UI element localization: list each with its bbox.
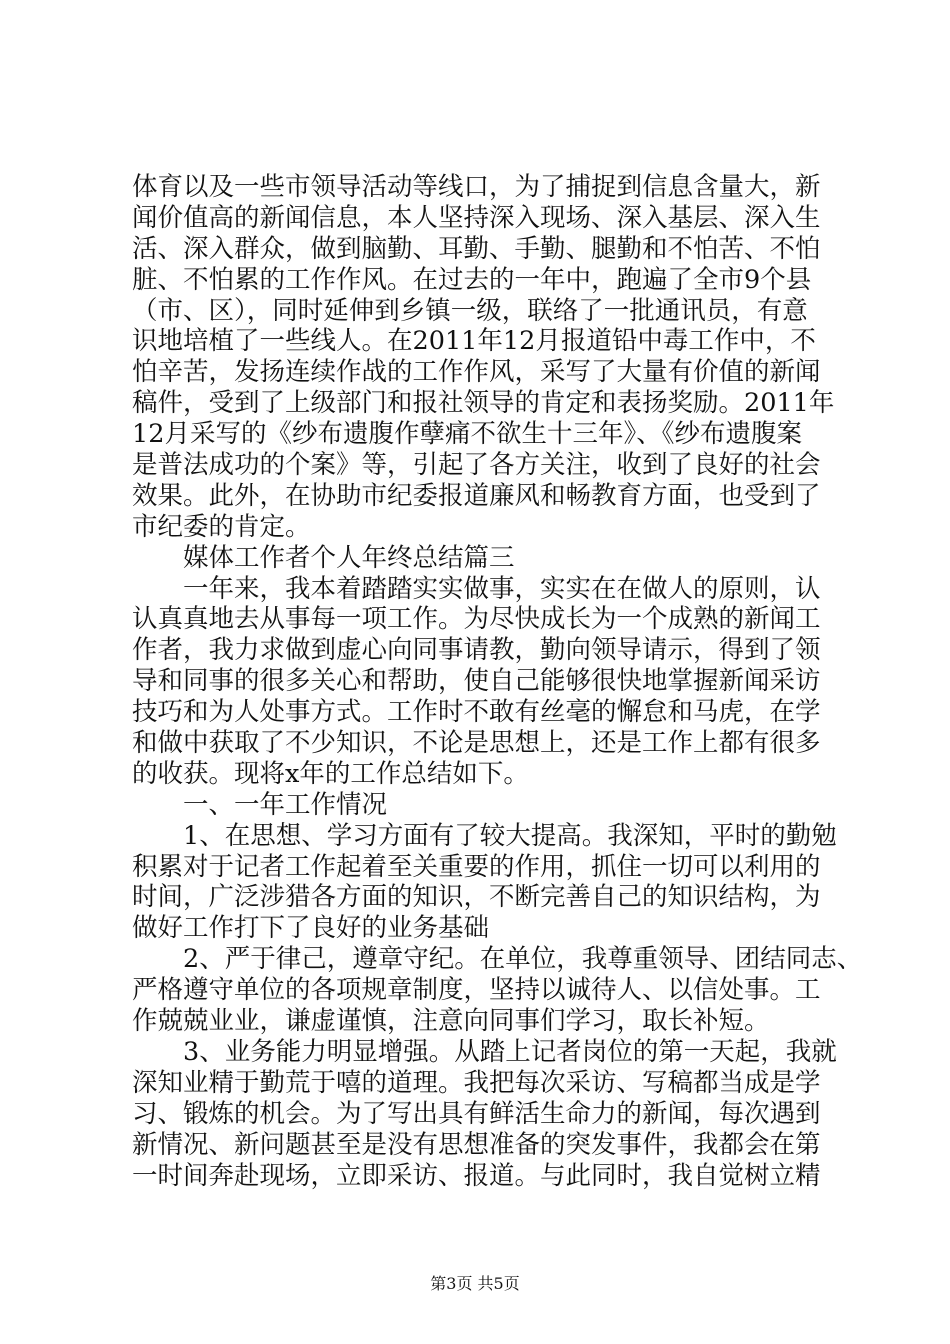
text-line: 一年来，我本着踏踏实实做事，实实在在做人的原则，认 bbox=[132, 573, 821, 604]
page-number-footer: 第3页 共5页 bbox=[430, 1274, 520, 1293]
text-line: 脏、不怕累的工作作风。在过去的一年中，跑遍了全市9个县 bbox=[132, 264, 812, 295]
text-line: 作者，我力求做到虚心向同事请教，勤向领导请示，得到了领 bbox=[132, 635, 821, 666]
text-line: 一时间奔赴现场，立即采访、报道。与此同时，我自觉树立精 bbox=[132, 1160, 821, 1191]
text-line: 技巧和为人处事方式。工作时不敢有丝毫的懈怠和马虎，在学 bbox=[132, 697, 821, 728]
text-line: （市、区），同时延伸到乡镇一级，联络了一批通讯员，有意 bbox=[132, 295, 808, 326]
text-line: 活、深入群众，做到脑勤、耳勤、手勤、腿勤和不怕苦、不怕 bbox=[132, 233, 821, 264]
text-line: 的收获。现将x年的工作总结如下。 bbox=[132, 758, 529, 789]
text-line: 时间，广泛涉猎各方面的知识，不断完善自己的知识结构，为 bbox=[132, 882, 821, 913]
text-line: 作兢兢业业，谦虚谨慎，注意向同事们学习，取长补短。 bbox=[132, 1006, 770, 1037]
text-line: 积累对于记者工作起着至关重要的作用，抓住一切可以利用的 bbox=[132, 851, 821, 882]
text-line: 体育以及一些市领导活动等线口，为了捕捉到信息含量大，新 bbox=[132, 172, 821, 202]
text-line: 12月采写的《纱布遗腹作孽痛不欲生十三年》、《纱布遗腹案 bbox=[132, 419, 802, 450]
text-line: 怕辛苦，发扬连续作战的工作作风，采写了大量有价值的新闻 bbox=[132, 357, 821, 388]
section-heading: 媒体工作者个人年终总结篇三 bbox=[132, 542, 515, 573]
text-line: 2、严于律己，遵章守纪。在单位，我尊重领导、团结同志、 bbox=[132, 944, 863, 975]
subsection-heading: 一、一年工作情况 bbox=[132, 789, 388, 820]
text-line: 导和同事的很多关心和帮助，使自己能够很快地掌握新闻采访 bbox=[132, 666, 821, 697]
text-line: 和做中获取了不少知识，不论是思想上，还是工作上都有很多 bbox=[132, 728, 821, 759]
text-line: 是普法成功的个案》等，引起了各方关注，收到了良好的社会 bbox=[132, 450, 821, 481]
text-line: 识地培植了一些线人。在2011年12月报道铅中毒工作中，不 bbox=[132, 326, 816, 357]
text-line: 深知业精于勤荒于嘻的道理。我把每次采访、写稿都当成是学 bbox=[132, 1067, 821, 1098]
text-line: 稿件，受到了上级部门和报社领导的肯定和表扬奖励。2011年 bbox=[132, 388, 835, 419]
text-line: 习、锻炼的机会。为了写出具有鲜活生命力的新闻，每次遇到 bbox=[132, 1098, 821, 1129]
text-line: 效果。此外，在协助市纪委报道廉风和畅教育方面，也受到了 bbox=[132, 480, 821, 511]
text-line: 认真真地去从事每一项工作。为尽快成长为一个成熟的新闻工 bbox=[132, 604, 821, 635]
text-line: 3、业务能力明显增强。从踏上记者岗位的第一天起，我就 bbox=[132, 1036, 837, 1067]
text-line: 新情况、新问题甚至是没有思想准备的突发事件，我都会在第 bbox=[132, 1129, 821, 1160]
body-text bbox=[132, 172, 863, 1191]
text-line: 市纪委的肯定。 bbox=[132, 511, 311, 542]
text-line: 严格遵守单位的各项规章制度，坚持以诚待人、以信处事。工 bbox=[132, 975, 821, 1006]
text-line: 1、在思想、学习方面有了较大提高。我深知，平时的勤勉 bbox=[132, 820, 837, 851]
text-line: 闻价值高的新闻信息，本人坚持深入现场、深入基层、深入生 bbox=[132, 202, 821, 233]
text-line: 做好工作打下了良好的业务基础 bbox=[132, 913, 490, 944]
